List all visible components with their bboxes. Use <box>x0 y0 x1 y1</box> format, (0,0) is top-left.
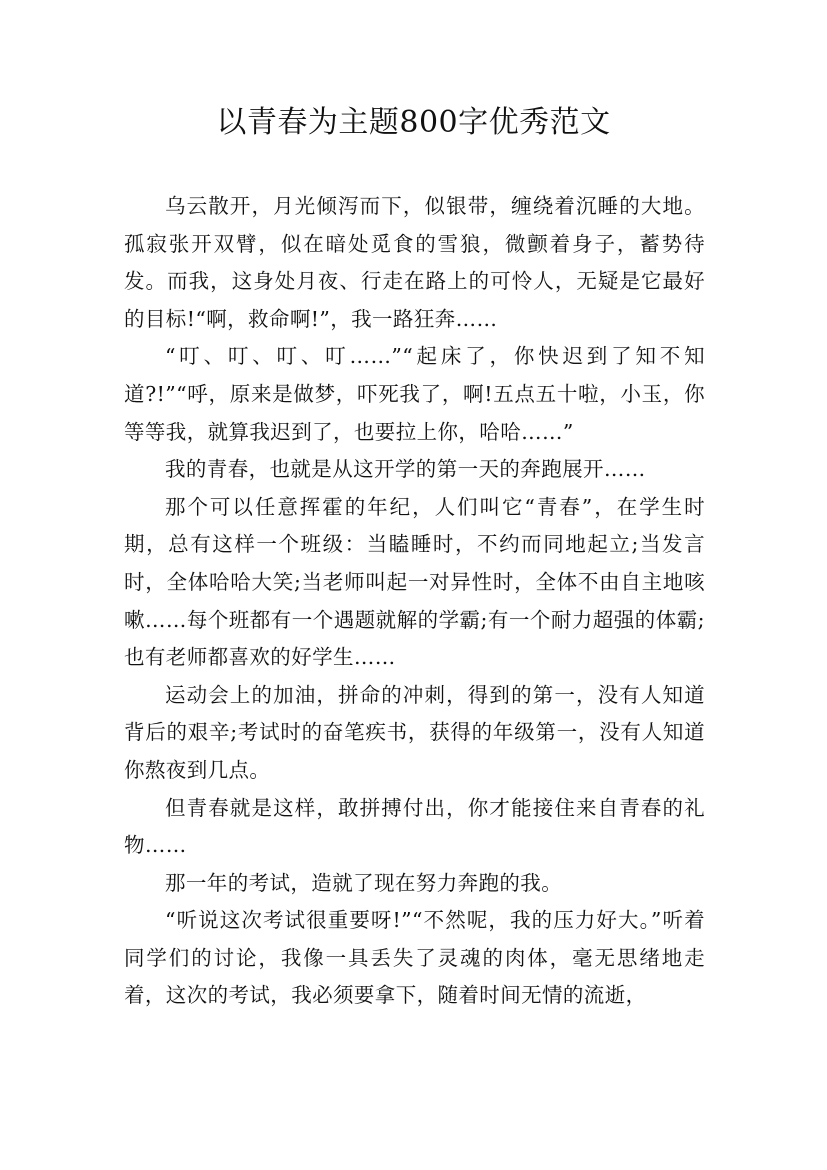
paragraph-1: 乌云散开，月光倾泻而下，似银带，缠绕着沉睡的大地。孤寂张开双臂，似在暗处觅食的雪狼，微颤着身子，蓄势待发。而我，这身处月夜、行走在路上的可怜人，无疑是它最好的目标!“啊，救命啊!”，我一路狂奔…… <box>124 194 705 331</box>
paragraph-8: “听说这次考试很重要呀!”“不然呢，我的压力好大。”听着同学们的讨论，我像一具丢失了灵魂的肉体，毫无思绪地走着，这次的考试，我必须要拿下，随着时间无情的流逝， <box>124 908 705 1008</box>
paragraph-6: 但青春就是这样，敢拼搏付出，你才能接住来自青春的礼物…… <box>124 795 705 858</box>
paragraph-7: 那一年的考试，造就了现在努力奔跑的我。 <box>165 870 563 895</box>
paragraph-4: 那个可以任意挥霍的年纪，人们叫它“青春”，在学生时期，总有这样一个班级：当瞌睡时，不约而同地起立;当发言时，全体哈哈大笑;当老师叫起一对异性时，全体不由自主地咳嗽……每个班都有一个遇题就解的学霸;有一个耐力超强的体霸;也有老师都喜欢的好学生…… <box>124 494 705 670</box>
document-body <box>124 188 705 1015</box>
paragraph-2: “叮、叮、叮、叮……”“起床了，你快迟到了知不知道?!”“呼，原来是做梦，吓死我了，啊!五点五十啦，小玉，你等等我，就算我迟到了，也要拉上你，哈哈……” <box>124 344 705 444</box>
page-title: 以青春为主题800字优秀范文 <box>216 105 611 140</box>
paragraph-5: 运动会上的加油，拼命的冲刺，得到的第一，没有人知道背后的艰辛;考试时的奋笔疾书，获得的年级第一，没有人知道你熬夜到几点。 <box>124 682 705 782</box>
paragraph-3: 我的青春，也就是从这开学的第一天的奔跑展开…… <box>165 457 646 482</box>
